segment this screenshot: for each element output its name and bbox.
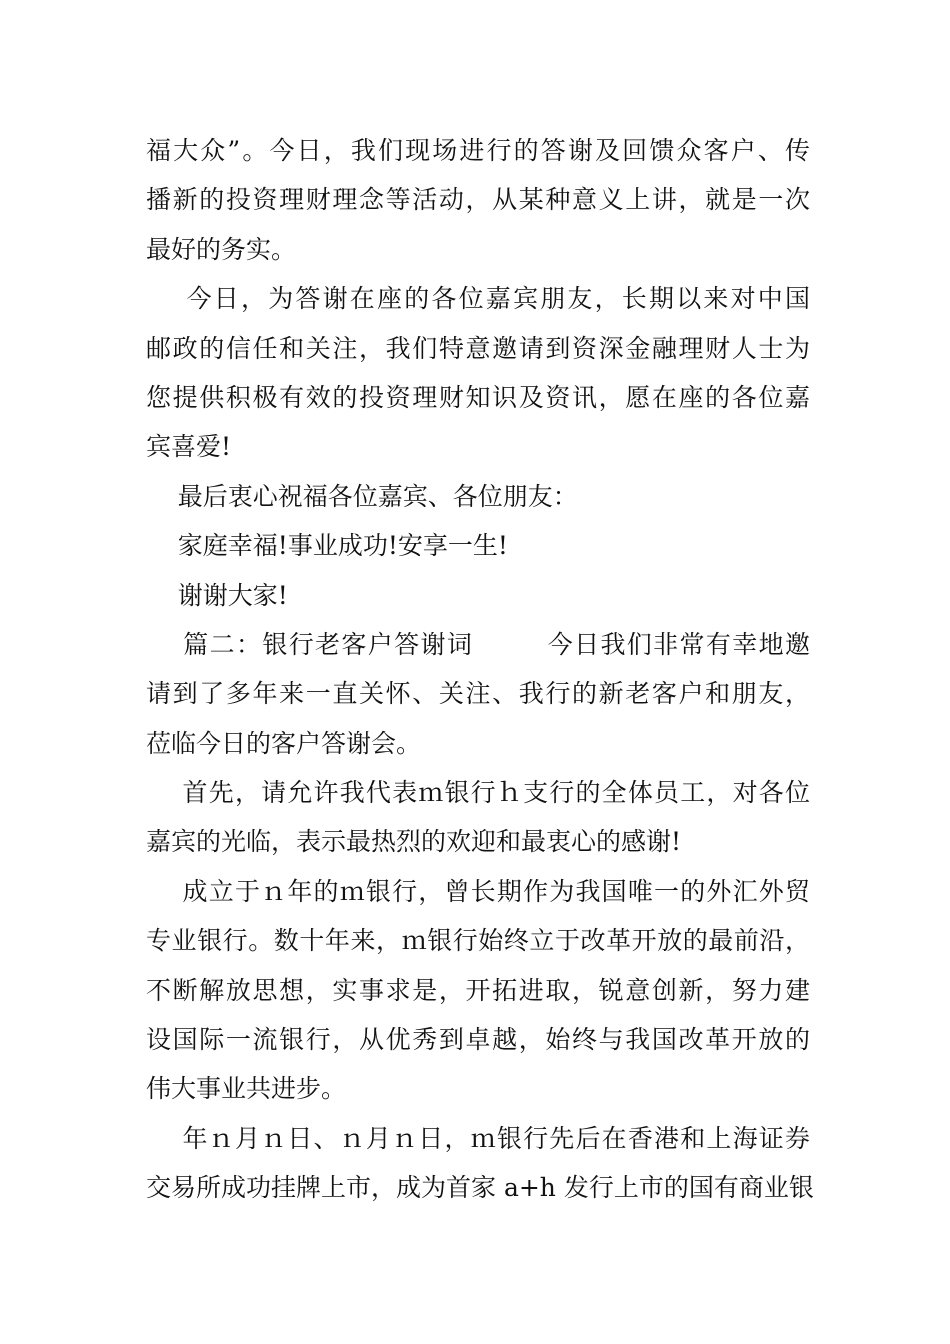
text-line: 嘉宾的光临，表示最热烈的欢迎和最衷心的感谢! — [146, 827, 682, 857]
document-body — [146, 126, 814, 1213]
text-line: 设国际一流银行，从优秀到卓越，始终与我国改革开放的 — [146, 1025, 810, 1055]
text-line: 福大众”。今日，我们现场进行的答谢及回馈众客户、传 — [146, 136, 810, 165]
text-line: 您提供积极有效的投资理财知识及资讯，愿在座的各位嘉 — [146, 382, 810, 412]
text-line: 伟大事业共进步。 — [146, 1074, 347, 1104]
text-line: 宾喜爱! — [146, 432, 232, 462]
text-line: 最好的务实。 — [146, 234, 297, 264]
text-line: 最后衷心祝福各位嘉宾、各位朋友： — [146, 481, 578, 511]
text-line: 首先，请允许我代表ｍ银行ｈ支行的全体员工，对各位 — [146, 778, 810, 808]
text-line: 邮政的信任和关注，我们特意邀请到资深金融理财人士为 — [146, 333, 810, 363]
text-line: 家庭幸福!事业成功!安享一生! — [146, 531, 508, 561]
text-line: 成立于ｎ年的ｍ银行，曾长期作为我国唯一的外汇外贸 — [146, 876, 810, 906]
text-line: 交易所成功挂牌上市，成为首家 a+h 发行上市的国有商业银 — [146, 1173, 814, 1203]
text-line: 播新的投资理财理念等活动，从某种意义上讲，就是一次 — [146, 185, 810, 215]
text-line: 谢谢大家! — [146, 580, 288, 610]
text-line: 今日，为答谢在座的各位嘉宾朋友，长期以来对中国 — [146, 284, 810, 314]
text-line: 不断解放思想，实事求是，开拓进取，锐意创新，努力建 — [146, 975, 810, 1005]
text-line: 专业银行。数十年来，ｍ银行始终立于改革开放的最前沿， — [146, 926, 810, 956]
text-line: 年ｎ月ｎ日、ｎ月ｎ日，ｍ银行先后在香港和上海证券 — [146, 1123, 810, 1153]
text-line: 请到了多年来一直关怀、关注、我行的新老客户和朋友， — [146, 679, 810, 709]
text-line: 莅临今日的客户答谢会。 — [146, 728, 422, 758]
text-line: 篇二：银行老客户答谢词 今日我们非常有幸地邀 — [146, 629, 810, 659]
